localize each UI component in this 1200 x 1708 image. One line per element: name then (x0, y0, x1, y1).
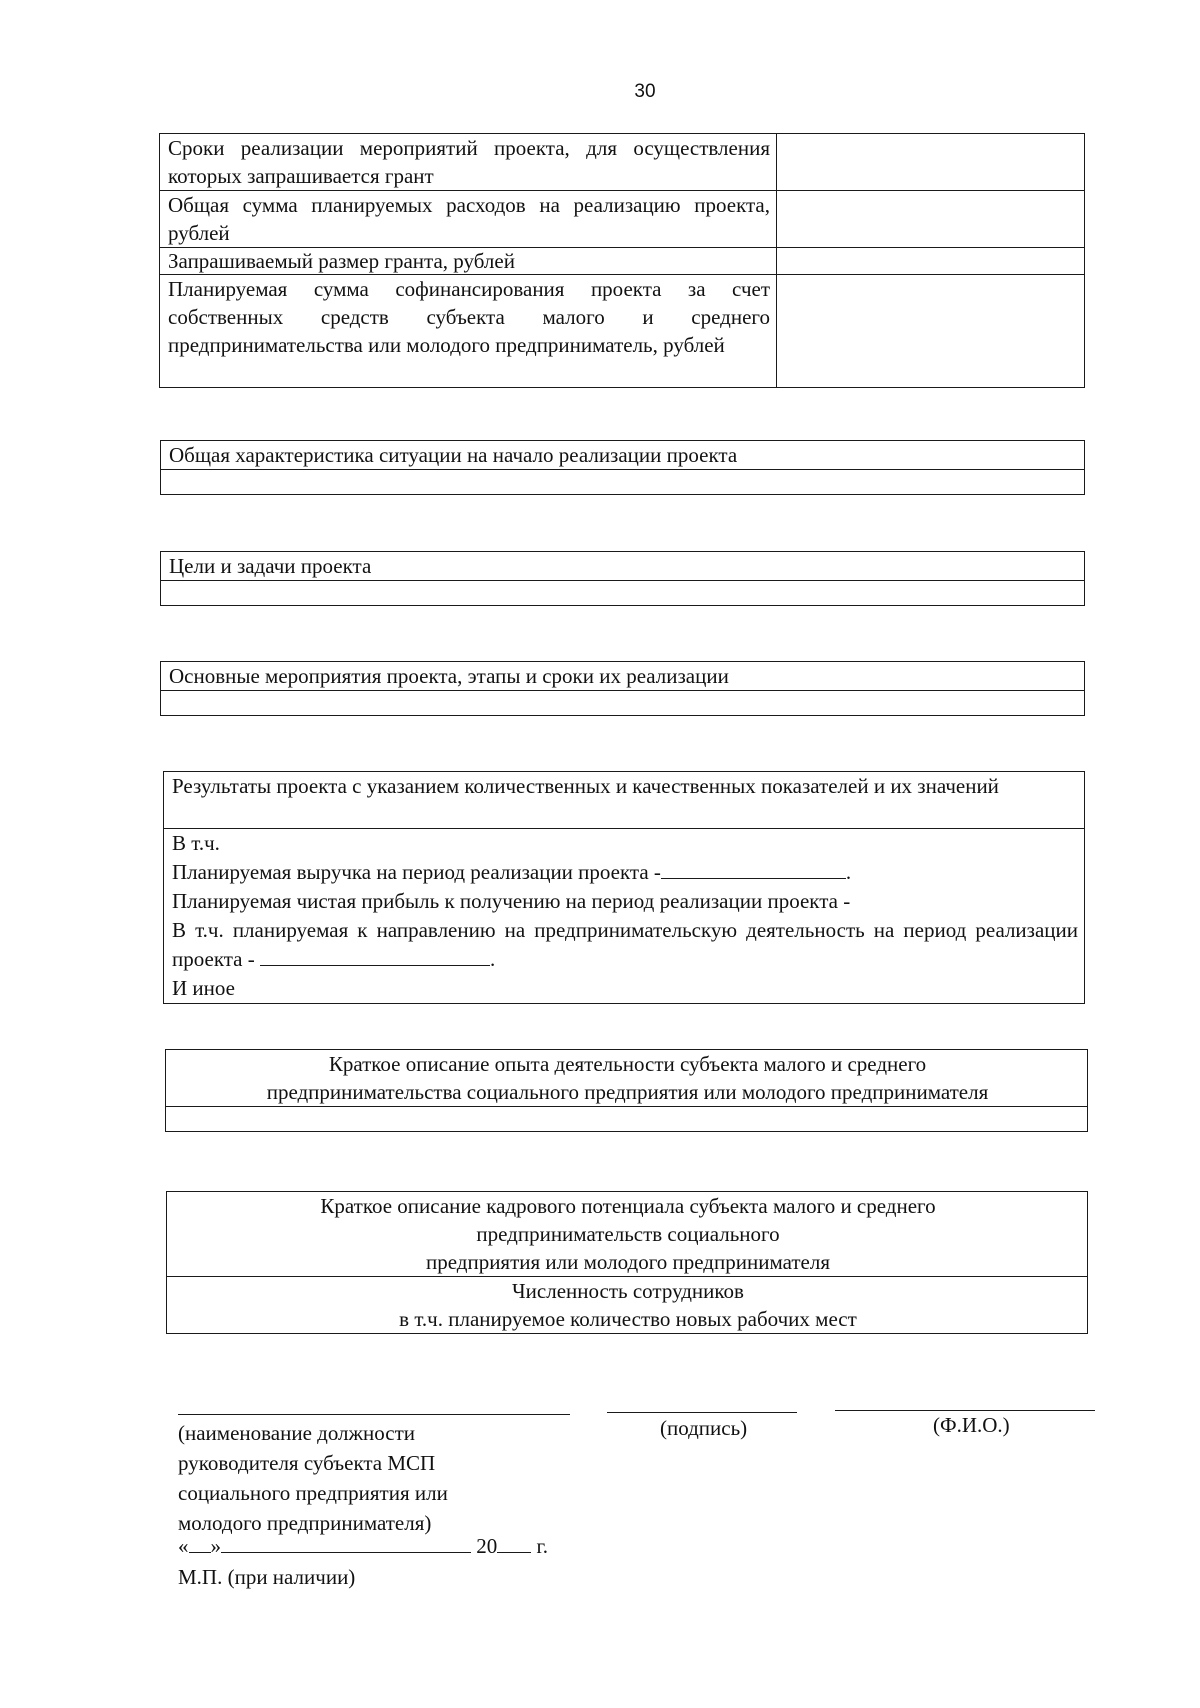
term-value-field[interactable] (777, 134, 1085, 191)
experience-heading-line: Краткое описание опыта деятельности субъекта малого и среднего (328, 1052, 927, 1076)
position-caption: (наименование должности руководителя субъекта МСП социального предприятия или молодого предпринимателя) (178, 1421, 448, 1535)
name-caption: (Ф.И.О.) (933, 1413, 1010, 1437)
experience-heading-line: предпринимательства социального предприятия или молодого предпринимателя (266, 1080, 989, 1104)
personnel-body (167, 1277, 1088, 1334)
results-revenue-label: Планируемая выручка на период реализации проекта - (172, 860, 661, 884)
results-body (164, 829, 1085, 1004)
goals-section (160, 551, 1085, 606)
personnel-heading-line: Краткое описание кадрового потенциала субъекта малого и среднего (320, 1194, 936, 1218)
table-row (160, 191, 1085, 248)
day-blank-field[interactable] (189, 1532, 211, 1553)
experience-heading (166, 1050, 1088, 1107)
results-incl: В т.ч. (172, 831, 220, 855)
table-row (160, 275, 1085, 388)
situation-value-field[interactable] (161, 470, 1085, 495)
activities-section (160, 661, 1085, 716)
goals-heading: Цели и задачи проекта (161, 552, 1085, 581)
activities-heading: Основные мероприятия проекта, этапы и сроки их реализации (161, 662, 1085, 691)
year-prefix: 20 (476, 1534, 498, 1558)
year-blank-field[interactable] (497, 1532, 531, 1553)
project-parameters-table (159, 133, 1085, 388)
date-line (178, 1531, 548, 1561)
goals-value-field[interactable] (161, 581, 1085, 606)
stamp-note: М.П. (при наличии) (178, 1565, 356, 1589)
results-other: И иное (172, 976, 235, 1000)
personnel-section (166, 1191, 1088, 1334)
experience-section (165, 1049, 1088, 1132)
year-suffix: г. (536, 1534, 548, 1558)
cofinancing-value-field[interactable] (777, 275, 1085, 388)
results-business-end: . (490, 947, 496, 971)
personnel-heading-line: предпринимательств социального (476, 1222, 780, 1246)
situation-section (160, 440, 1085, 495)
date-close-quote: » (210, 1534, 221, 1558)
results-business-label: В т.ч. планируемая к направлению на предпринимательскую деятельность на период реализации проекта - (172, 918, 1078, 971)
results-revenue-end: . (845, 860, 852, 884)
term-label: Сроки реализации мероприятий проекта, для осуществления которых запрашивается грант (160, 134, 777, 191)
results-heading: Результаты проекта с указанием количественных и качественных показателей и их значений (164, 772, 1085, 829)
table-row (160, 248, 1085, 275)
month-blank-field[interactable] (221, 1532, 471, 1553)
new-jobs-label: в т.ч. планируемое количество новых рабочих мест (399, 1307, 857, 1331)
page-number: 30 (634, 81, 656, 102)
position-signature-line[interactable] (178, 1414, 570, 1415)
grant-amount-label: Запрашиваемый размер гранта, рублей (160, 248, 777, 275)
business-blank-field[interactable] (260, 945, 490, 966)
situation-heading: Общая характеристика ситуации на начало реализации проекта (161, 441, 1085, 470)
signature-caption: (подпись) (660, 1416, 748, 1440)
results-business-line (172, 916, 1078, 974)
staff-count-label: Численность сотрудников (512, 1279, 744, 1303)
revenue-blank-field[interactable] (661, 858, 846, 879)
grant-amount-value-field[interactable] (777, 248, 1085, 275)
cofinancing-label: Планируемая сумма софинансирования проекта за счет собственных средств субъекта малого и среднего предпринимательства или молодого предприниматель, рублей (160, 275, 777, 388)
experience-value-field[interactable] (166, 1107, 1088, 1132)
activities-value-field[interactable] (161, 691, 1085, 716)
table-row (160, 134, 1085, 191)
date-open-quote: « (178, 1534, 189, 1558)
total-expenses-label: Общая сумма планируемых расходов на реализацию проекта, рублей (160, 191, 777, 248)
personnel-heading (167, 1192, 1088, 1277)
results-profit: Планируемая чистая прибыль к получению на период реализации проекта - (172, 889, 851, 913)
total-expenses-value-field[interactable] (777, 191, 1085, 248)
results-section (163, 771, 1085, 1004)
personnel-heading-line: предприятия или молодого предпринимателя (425, 1250, 831, 1274)
results-revenue-line (172, 858, 1078, 887)
